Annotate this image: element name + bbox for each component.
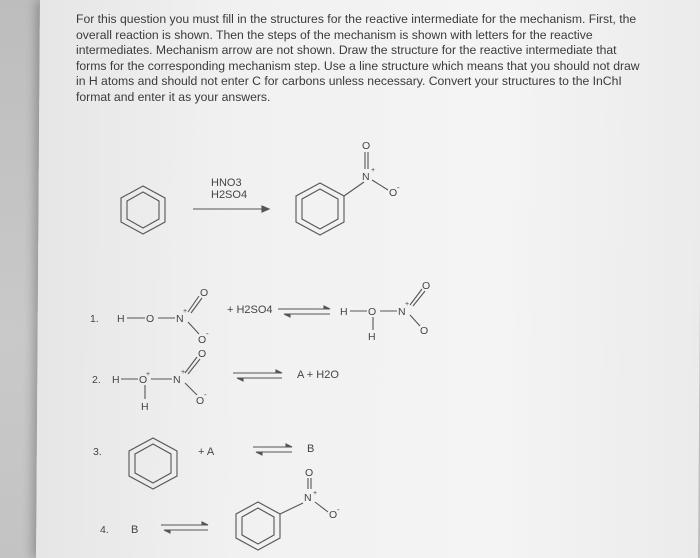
atom-label: H: [117, 313, 125, 325]
atom-label: O: [368, 306, 377, 318]
step4-nitrobenzene: [236, 478, 328, 550]
step-number: 3.: [93, 446, 102, 458]
charge-label: +: [183, 308, 188, 315]
step3-equilibrium-arrow: [253, 444, 292, 455]
atom-label: O: [305, 467, 314, 479]
charge-label: +: [146, 371, 151, 378]
atom-label: O: [196, 395, 205, 407]
step2-equilibrium-arrow: [233, 370, 282, 381]
step4-equilibrium-arrow: [161, 522, 208, 533]
atom-label: H: [368, 331, 376, 343]
atom-label: N: [304, 492, 312, 504]
overall-reaction-arrow: [193, 206, 269, 212]
atom-label: H: [112, 374, 120, 386]
benzene-reactant: [121, 186, 165, 234]
charge-label: -: [206, 329, 209, 338]
atom-label: O: [198, 348, 207, 360]
atom-label: N: [362, 171, 370, 183]
step2-protonated-nitric-acid: [121, 357, 200, 399]
atom-label: O: [329, 509, 338, 521]
atom-label: O: [198, 334, 207, 346]
charge-label: +: [181, 369, 186, 376]
step1-nitric-acid: [127, 296, 202, 334]
reagent-line-2: H2SO4: [211, 189, 248, 201]
nitrobenzene-product: [296, 152, 388, 235]
question-text: For this question you must fill in the structures for the reactive intermediate for the mechanism. First, the overall reaction is shown. Then the steps of the mechanism is shown with letters for the reactive intermediates. Mechanism arrow are not shown. Draw the structure for the reactive intermediate that forms for the corresponding mechanism step. Use a line structure which means that you should not draw in H atoms and should not enter C for carbons unless necessary. Convert your structures to the InChI format and enter it as your answers.: [76, 12, 640, 104]
atom-label: O: [139, 374, 148, 386]
charge-label: +: [313, 490, 318, 497]
charge-label: +: [405, 301, 410, 308]
atom-label: N: [173, 374, 181, 386]
atom-label: N: [176, 313, 184, 325]
atom-label: H: [340, 306, 348, 318]
step1-reactant-extra: + H2SO4: [227, 304, 273, 316]
atom-label: O: [362, 140, 371, 152]
atom-label: N: [398, 306, 406, 318]
step2-product: A + H2O: [297, 369, 339, 381]
atom-label: O: [420, 325, 429, 337]
step-number: 2.: [92, 374, 101, 386]
step3-product: B: [307, 443, 315, 455]
step1-protonated-nitric-acid: [350, 289, 425, 330]
atom-label: H: [141, 401, 149, 413]
atom-label: O: [422, 280, 431, 292]
step-number: 1.: [90, 313, 99, 325]
charge-label: -: [397, 183, 400, 192]
atom-label: O: [389, 187, 398, 199]
charge-label: -: [204, 390, 207, 399]
step-number: 4.: [100, 524, 109, 536]
reagent-line-1: HNO3: [211, 177, 242, 189]
step1-equilibrium-arrow: [278, 306, 330, 317]
charge-label: -: [337, 505, 340, 514]
atom-label: O: [146, 313, 155, 325]
step4-reactant: B: [131, 524, 139, 536]
charge-label: +: [371, 167, 376, 174]
atom-label: O: [200, 287, 209, 299]
step3-benzene: [129, 438, 177, 489]
step3-reactant-extra: + A: [198, 446, 215, 458]
